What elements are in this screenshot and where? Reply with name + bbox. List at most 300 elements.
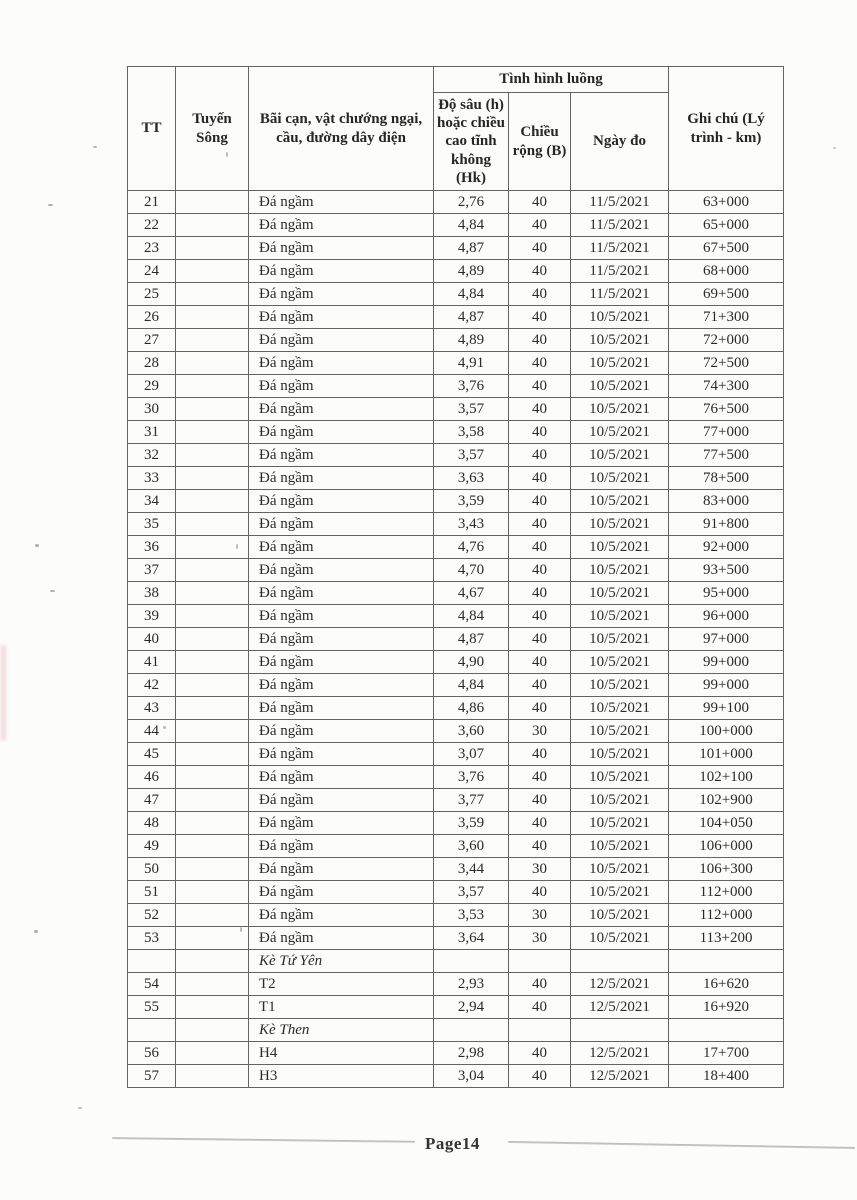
date-cell — [571, 950, 669, 973]
date-cell: 10/5/2021 — [571, 352, 669, 375]
table-header — [128, 67, 784, 191]
tt-cell: 21 — [128, 191, 176, 214]
obstacle-cell: Đá ngầm — [249, 674, 434, 697]
obstacle-cell: Đá ngầm — [249, 697, 434, 720]
obstacle-cell: Đá ngầm — [249, 559, 434, 582]
tt-cell: 56 — [128, 1042, 176, 1065]
depth-cell: 3,60 — [434, 720, 509, 743]
date-cell: 10/5/2021 — [571, 559, 669, 582]
scan-smudge — [1, 645, 6, 741]
width-cell: 40 — [509, 789, 571, 812]
depth-cell: 4,87 — [434, 306, 509, 329]
table-row — [128, 490, 784, 513]
table-row — [128, 927, 784, 950]
width-cell: 30 — [509, 858, 571, 881]
tuyen-song-cell — [176, 628, 249, 651]
tt-cell: 29 — [128, 375, 176, 398]
depth-cell: 3,76 — [434, 375, 509, 398]
depth-cell: 4,84 — [434, 214, 509, 237]
tuyen-song-cell — [176, 996, 249, 1019]
footer-rule-left — [112, 1137, 415, 1143]
width-cell: 40 — [509, 743, 571, 766]
km-cell: 101+000 — [669, 743, 784, 766]
table-row — [128, 904, 784, 927]
tuyen-song-cell — [176, 467, 249, 490]
obstacle-cell: Đá ngầm — [249, 835, 434, 858]
depth-cell: 4,67 — [434, 582, 509, 605]
width-cell: 40 — [509, 490, 571, 513]
depth-cell: 2,93 — [434, 973, 509, 996]
date-cell: 10/5/2021 — [571, 766, 669, 789]
tt-cell: 50 — [128, 858, 176, 881]
scan-artifact — [48, 204, 53, 206]
obstacle-cell: Đá ngầm — [249, 352, 434, 375]
obstacle-cell: Kè Tứ Yên — [249, 950, 434, 973]
scan-artifact — [226, 152, 228, 157]
tt-cell: 46 — [128, 766, 176, 789]
tt-cell: 52 — [128, 904, 176, 927]
date-cell: 10/5/2021 — [571, 628, 669, 651]
obstacle-cell: Đá ngầm — [249, 743, 434, 766]
table-row — [128, 835, 784, 858]
tuyen-song-cell — [176, 835, 249, 858]
table-row — [128, 605, 784, 628]
tuyen-song-cell — [176, 421, 249, 444]
km-cell: 74+300 — [669, 375, 784, 398]
tt-cell: 33 — [128, 467, 176, 490]
depth-cell: 4,89 — [434, 329, 509, 352]
river-table-body — [128, 191, 784, 1088]
obstacle-cell: Đá ngầm — [249, 329, 434, 352]
table-row — [128, 720, 784, 743]
width-cell: 40 — [509, 191, 571, 214]
obstacle-cell: Đá ngầm — [249, 789, 434, 812]
depth-cell — [434, 1019, 509, 1042]
obstacle-cell: Đá ngầm — [249, 283, 434, 306]
km-cell: 97+000 — [669, 628, 784, 651]
date-cell: 10/5/2021 — [571, 605, 669, 628]
width-cell: 40 — [509, 260, 571, 283]
table-row — [128, 191, 784, 214]
table-row — [128, 536, 784, 559]
km-cell: 104+050 — [669, 812, 784, 835]
table-row — [128, 1042, 784, 1065]
obstacle-cell: Đá ngầm — [249, 927, 434, 950]
width-cell: 40 — [509, 697, 571, 720]
date-cell: 10/5/2021 — [571, 329, 669, 352]
date-cell: 11/5/2021 — [571, 283, 669, 306]
obstacle-cell: Đá ngầm — [249, 490, 434, 513]
km-cell: 63+000 — [669, 191, 784, 214]
depth-cell: 4,84 — [434, 674, 509, 697]
table-row — [128, 467, 784, 490]
table-row — [128, 628, 784, 651]
tt-cell: 49 — [128, 835, 176, 858]
width-cell: 40 — [509, 444, 571, 467]
tt-cell — [128, 1019, 176, 1042]
width-cell: 40 — [509, 605, 571, 628]
km-cell: 95+000 — [669, 582, 784, 605]
obstacle-cell: Đá ngầm — [249, 375, 434, 398]
section-row — [128, 1019, 784, 1042]
date-cell: 10/5/2021 — [571, 306, 669, 329]
tuyen-song-cell — [176, 444, 249, 467]
tt-cell: 43 — [128, 697, 176, 720]
table-row — [128, 237, 784, 260]
width-cell: 40 — [509, 329, 571, 352]
scan-artifact — [833, 147, 836, 149]
obstacle-cell: T2 — [249, 973, 434, 996]
table-row — [128, 973, 784, 996]
table-row — [128, 398, 784, 421]
obstacle-cell: Đá ngầm — [249, 306, 434, 329]
scan-artifact — [163, 726, 166, 729]
depth-cell: 3,57 — [434, 881, 509, 904]
obstacle-cell: Đá ngầm — [249, 812, 434, 835]
km-cell: 99+000 — [669, 674, 784, 697]
tt-cell: 26 — [128, 306, 176, 329]
tt-cell: 48 — [128, 812, 176, 835]
tt-cell: 51 — [128, 881, 176, 904]
obstacle-cell: Đá ngầm — [249, 904, 434, 927]
obstacle-cell: Đá ngầm — [249, 766, 434, 789]
scan-artifact — [50, 590, 55, 592]
tt-cell: 32 — [128, 444, 176, 467]
tuyen-song-cell — [176, 1065, 249, 1088]
km-cell: 92+000 — [669, 536, 784, 559]
tt-cell: 41 — [128, 651, 176, 674]
tuyen-song-cell — [176, 1019, 249, 1042]
depth-cell: 3,60 — [434, 835, 509, 858]
tuyen-song-cell — [176, 697, 249, 720]
km-cell: 16+920 — [669, 996, 784, 1019]
table-row — [128, 283, 784, 306]
date-cell: 10/5/2021 — [571, 375, 669, 398]
col-header-depth: Độ sâu (h) hoặc chiều cao tĩnh không (Hk) — [434, 93, 509, 191]
width-cell: 40 — [509, 237, 571, 260]
tt-cell: 22 — [128, 214, 176, 237]
table-row — [128, 513, 784, 536]
tt-cell: 34 — [128, 490, 176, 513]
table-row — [128, 214, 784, 237]
km-cell: 76+500 — [669, 398, 784, 421]
date-cell: 11/5/2021 — [571, 237, 669, 260]
table-row — [128, 329, 784, 352]
width-cell: 40 — [509, 536, 571, 559]
date-cell: 10/5/2021 — [571, 881, 669, 904]
page-number: Page14 — [425, 1134, 480, 1153]
depth-cell: 3,64 — [434, 927, 509, 950]
km-cell: 69+500 — [669, 283, 784, 306]
width-cell: 40 — [509, 306, 571, 329]
date-cell: 10/5/2021 — [571, 674, 669, 697]
col-header-obstacle: Bãi cạn, vật chướng ngại, cầu, đường dây điện — [249, 67, 434, 191]
obstacle-cell: Đá ngầm — [249, 398, 434, 421]
tt-cell: 35 — [128, 513, 176, 536]
tuyen-song-cell — [176, 352, 249, 375]
width-cell: 40 — [509, 651, 571, 674]
table-row — [128, 559, 784, 582]
table-row — [128, 375, 784, 398]
tuyen-song-cell — [176, 214, 249, 237]
date-cell: 10/5/2021 — [571, 398, 669, 421]
width-cell: 40 — [509, 214, 571, 237]
km-cell: 112+000 — [669, 904, 784, 927]
date-cell: 10/5/2021 — [571, 513, 669, 536]
tt-cell: 53 — [128, 927, 176, 950]
tuyen-song-cell — [176, 306, 249, 329]
tt-cell: 31 — [128, 421, 176, 444]
depth-cell: 2,98 — [434, 1042, 509, 1065]
date-cell: 10/5/2021 — [571, 536, 669, 559]
km-cell: 112+000 — [669, 881, 784, 904]
tt-cell: 47 — [128, 789, 176, 812]
tuyen-song-cell — [176, 559, 249, 582]
width-cell: 40 — [509, 766, 571, 789]
width-cell: 40 — [509, 513, 571, 536]
obstacle-cell: Đá ngầm — [249, 858, 434, 881]
col-header-note: Ghi chú (Lý trình - km) — [669, 67, 784, 191]
date-cell: 10/5/2021 — [571, 697, 669, 720]
depth-cell — [434, 950, 509, 973]
obstacle-cell: Kè Then — [249, 1019, 434, 1042]
table-row — [128, 881, 784, 904]
date-cell: 12/5/2021 — [571, 973, 669, 996]
tuyen-song-cell — [176, 329, 249, 352]
obstacle-cell: Đá ngầm — [249, 651, 434, 674]
scan-artifact — [78, 1107, 82, 1109]
tuyen-song-cell — [176, 881, 249, 904]
date-cell: 12/5/2021 — [571, 996, 669, 1019]
obstacle-cell: Đá ngầm — [249, 536, 434, 559]
km-cell: 102+900 — [669, 789, 784, 812]
depth-cell: 3,58 — [434, 421, 509, 444]
km-cell — [669, 950, 784, 973]
km-cell: 67+500 — [669, 237, 784, 260]
tuyen-song-cell — [176, 283, 249, 306]
obstacle-cell: Đá ngầm — [249, 582, 434, 605]
km-cell: 16+620 — [669, 973, 784, 996]
depth-cell: 3,59 — [434, 812, 509, 835]
width-cell: 40 — [509, 375, 571, 398]
table-row — [128, 766, 784, 789]
km-cell: 99+100 — [669, 697, 784, 720]
depth-cell: 4,87 — [434, 237, 509, 260]
table-row — [128, 306, 784, 329]
scan-artifact — [240, 927, 242, 932]
depth-cell: 4,84 — [434, 605, 509, 628]
depth-cell: 3,53 — [434, 904, 509, 927]
km-cell: 77+500 — [669, 444, 784, 467]
channel-survey-table — [127, 66, 784, 1088]
tuyen-song-cell — [176, 812, 249, 835]
table-row — [128, 421, 784, 444]
scan-artifact — [35, 544, 39, 547]
tuyen-song-cell — [176, 789, 249, 812]
date-cell: 12/5/2021 — [571, 1042, 669, 1065]
km-cell: 106+000 — [669, 835, 784, 858]
obstacle-cell: Đá ngầm — [249, 421, 434, 444]
obstacle-cell: Đá ngầm — [249, 467, 434, 490]
km-cell: 91+800 — [669, 513, 784, 536]
width-cell: 30 — [509, 904, 571, 927]
tuyen-song-cell — [176, 858, 249, 881]
tt-cell: 37 — [128, 559, 176, 582]
km-cell: 102+100 — [669, 766, 784, 789]
depth-cell: 4,89 — [434, 260, 509, 283]
width-cell: 40 — [509, 559, 571, 582]
obstacle-cell: Đá ngầm — [249, 191, 434, 214]
tuyen-song-cell — [176, 651, 249, 674]
tt-cell: 39 — [128, 605, 176, 628]
tt-cell: 54 — [128, 973, 176, 996]
width-cell: 40 — [509, 467, 571, 490]
date-cell: 10/5/2021 — [571, 927, 669, 950]
tt-cell: 55 — [128, 996, 176, 1019]
depth-cell: 4,76 — [434, 536, 509, 559]
width-cell: 40 — [509, 283, 571, 306]
tt-cell — [128, 950, 176, 973]
depth-cell: 4,87 — [434, 628, 509, 651]
obstacle-cell: Đá ngầm — [249, 628, 434, 651]
table-row — [128, 789, 784, 812]
obstacle-cell: H4 — [249, 1042, 434, 1065]
width-cell: 40 — [509, 628, 571, 651]
km-cell: 100+000 — [669, 720, 784, 743]
km-cell: 68+000 — [669, 260, 784, 283]
tuyen-song-cell — [176, 375, 249, 398]
width-cell: 40 — [509, 835, 571, 858]
tuyen-song-cell — [176, 191, 249, 214]
date-cell: 11/5/2021 — [571, 260, 669, 283]
obstacle-cell: Đá ngầm — [249, 237, 434, 260]
obstacle-cell: H3 — [249, 1065, 434, 1088]
tuyen-song-cell — [176, 766, 249, 789]
tuyen-song-cell — [176, 582, 249, 605]
table-row — [128, 1065, 784, 1088]
tuyen-song-cell — [176, 605, 249, 628]
width-cell: 40 — [509, 812, 571, 835]
table-row — [128, 697, 784, 720]
table-row — [128, 582, 784, 605]
tuyen-song-cell — [176, 513, 249, 536]
date-cell: 12/5/2021 — [571, 1065, 669, 1088]
tt-cell: 36 — [128, 536, 176, 559]
depth-cell: 3,63 — [434, 467, 509, 490]
width-cell: 40 — [509, 1065, 571, 1088]
km-cell: 72+000 — [669, 329, 784, 352]
scan-artifact — [93, 146, 97, 148]
table-row — [128, 444, 784, 467]
km-cell: 77+000 — [669, 421, 784, 444]
table-row — [128, 651, 784, 674]
tt-cell: 23 — [128, 237, 176, 260]
km-cell: 71+300 — [669, 306, 784, 329]
table-row — [128, 812, 784, 835]
tt-cell: 28 — [128, 352, 176, 375]
tuyen-song-cell — [176, 1042, 249, 1065]
depth-cell: 3,77 — [434, 789, 509, 812]
col-header-tuyen-song: Tuyến Sông — [176, 67, 249, 191]
width-cell: 40 — [509, 973, 571, 996]
depth-cell: 3,44 — [434, 858, 509, 881]
km-cell: 113+200 — [669, 927, 784, 950]
date-cell: 10/5/2021 — [571, 835, 669, 858]
obstacle-cell: Đá ngầm — [249, 214, 434, 237]
depth-cell: 3,59 — [434, 490, 509, 513]
date-cell: 10/5/2021 — [571, 467, 669, 490]
depth-cell: 4,84 — [434, 283, 509, 306]
date-cell: 10/5/2021 — [571, 444, 669, 467]
width-cell: 40 — [509, 996, 571, 1019]
km-cell: 78+500 — [669, 467, 784, 490]
tuyen-song-cell — [176, 490, 249, 513]
table-row — [128, 858, 784, 881]
depth-cell: 3,04 — [434, 1065, 509, 1088]
tuyen-song-cell — [176, 743, 249, 766]
depth-cell: 2,94 — [434, 996, 509, 1019]
tt-cell: 24 — [128, 260, 176, 283]
width-cell: 40 — [509, 674, 571, 697]
date-cell: 10/5/2021 — [571, 743, 669, 766]
date-cell: 10/5/2021 — [571, 720, 669, 743]
date-cell: 10/5/2021 — [571, 904, 669, 927]
depth-cell: 3,43 — [434, 513, 509, 536]
date-cell: 10/5/2021 — [571, 858, 669, 881]
tt-cell: 45 — [128, 743, 176, 766]
tt-cell: 30 — [128, 398, 176, 421]
col-header-tt: TT — [128, 67, 176, 191]
km-cell: 93+500 — [669, 559, 784, 582]
date-cell: 11/5/2021 — [571, 191, 669, 214]
date-cell: 10/5/2021 — [571, 582, 669, 605]
table-row — [128, 996, 784, 1019]
tuyen-song-cell — [176, 904, 249, 927]
depth-cell: 3,07 — [434, 743, 509, 766]
km-cell: 106+300 — [669, 858, 784, 881]
date-cell — [571, 1019, 669, 1042]
width-cell: 40 — [509, 1042, 571, 1065]
table-row — [128, 260, 784, 283]
depth-cell: 3,57 — [434, 398, 509, 421]
km-cell: 83+000 — [669, 490, 784, 513]
obstacle-cell: Đá ngầm — [249, 260, 434, 283]
width-cell: 40 — [509, 881, 571, 904]
width-cell — [509, 950, 571, 973]
tuyen-song-cell — [176, 927, 249, 950]
km-cell: 18+400 — [669, 1065, 784, 1088]
footer-rule-right — [508, 1141, 855, 1149]
date-cell: 10/5/2021 — [571, 651, 669, 674]
tt-cell: 38 — [128, 582, 176, 605]
obstacle-cell: Đá ngầm — [249, 605, 434, 628]
width-cell: 30 — [509, 927, 571, 950]
width-cell: 30 — [509, 720, 571, 743]
tt-cell: 25 — [128, 283, 176, 306]
width-cell — [509, 1019, 571, 1042]
tuyen-song-cell — [176, 973, 249, 996]
tt-cell: 42 — [128, 674, 176, 697]
date-cell: 10/5/2021 — [571, 789, 669, 812]
km-cell: 72+500 — [669, 352, 784, 375]
date-cell: 11/5/2021 — [571, 214, 669, 237]
tuyen-song-cell — [176, 720, 249, 743]
depth-cell: 3,76 — [434, 766, 509, 789]
tt-cell: 27 — [128, 329, 176, 352]
tuyen-song-cell — [176, 950, 249, 973]
table-row — [128, 674, 784, 697]
obstacle-cell: Đá ngầm — [249, 881, 434, 904]
